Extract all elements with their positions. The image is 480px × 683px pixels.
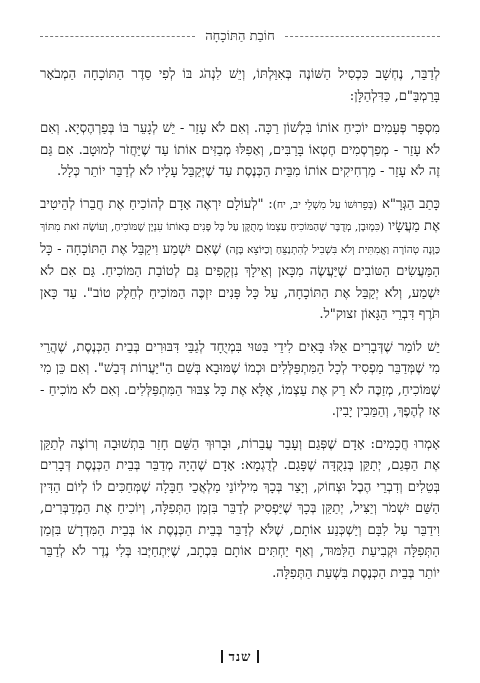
running-header — [40, 28, 440, 44]
quote-intro: כָּתַב הַגְּרָ"א — [377, 196, 440, 212]
paragraph-4: יֵשׁ לוֹמַר שֶׁדְּבָרִים אֵלּוּ בָּאִים לִידֵי בִּטּוּי בִּמְיֻחָד לְגַבֵּי דִּבּוּרִים בְּבֵית הַכְּנֶסֶת, שֶׁהֲרֵי מִי שֶׁמְּדַבֵּר מַפְסִיד לְכָל הַמִּתְפַּלְּלִים וּכְמוֹ שֶׁמּוּבָא בְּשֵׁם הַ"יַּעֲרוֹת דְּבַשׁ". וְאִם כֵּן מִי שֶׁמּוֹכִיחַ, מְזַכֶּה לֹא רַק אֶת עַצְמוֹ, אֶלָּא אֶת כָּל צִבּוּר הַמִּתְפַּלְּלִים. וְאִם לֹא מוֹכִיחַ - אָז לְהֶפֶךְ, וְהַמֵּבִין יָבִין. — [40, 339, 440, 419]
footer-bar-right — [257, 650, 259, 663]
paragraph-3 — [40, 194, 440, 326]
parenthetical-note: (כִּמְוּבָן, מְדֻבָּר שֶׁהַמּוֹכִיחַ עַצְמוֹ מְתֻקָּן עַל כָּל פָּנִים בְּאוֹתוֹ עִנְיָן שֶׁמּוֹכִיחַ, וְעוֹשֶׂה זֹאת מִתּוֹךְ כַּוָּנָה טְהוֹרָה וַאֲמִתִּית וְלֹא בִּשְׁבִיל לְהִתְנַצֵּחַ וְכַיּוֹצֵא בָּזֶה) — [40, 221, 440, 256]
source-reference: (בְּפֵרוּשׁוֹ עַל מִשְׁלֵי יב, יח) — [272, 198, 378, 211]
footer-bar-left — [221, 650, 223, 663]
quote-text: : "לְעוֹלָם יִרְאֶה אָדָם לְהוֹכִיחַ אֶת חֲבֵרוֹ לְהֵיטִיב אֶת מַעֲשָׂיו — [40, 196, 440, 234]
header-rule-right — [285, 36, 440, 37]
paragraph-5: אָמְרוּ חֲכָמִים: אָדָם שֶׁפְּגַם וְעָבַר עֲבֵרוֹת, וּבָרוּךְ הַשֵּׁם חָזַר בִּתְשׁוּבָה וְרוֹצֶה לְתַקֵּן אֶת הַפְּגַם, יְתַקֵּן בְּנִקֻדָּה שֶׁפָּגַם. לְדֻגְמָא: אָדָם שֶׁהָיָה מְדַבֵּר בְּבֵית הַכְּנֶסֶת דְּבָרִים בְּטֵלִים וְדִבְרֵי הֶבֶל וּצְחוֹק, וְיָצַר בְּכָךְ מִילְיוֹנֵי מַלְאֲכֵי חַבָּלָה שֶׁמְּחַכִּים לוֹ לְיוֹם הַדִּין הַשֵּׁם יִשְׁמֹר וְיַצִּיל, יְתַקֵּן בְּכָךְ שֶׁיַּפְסִיק לְדַבֵּר בִּזְמַן הַתְּפִלָּה, וְיוֹכִיחַ אֶת הַמְדַבְּרִים, וִידַבֵּר עַל לִבָּם וְיַשְׁכְּנַע אוֹתָם, שֶׁלֹּא לְדַבֵּר בְּבֵית הַכְּנֶסֶת אוֹ בְּבֵית הַמִּדְרָשׁ בִּזְמַן הַתְּפִלָּה וּקְבִיעַת הַלִּמּוּד, וְאַף יַחְתִּים אוֹתָם בִּכְתָב, שֶׁיִּתְחַיְּבוּ בְּלִי נֶדֶר לֹא לְדַבֵּר יוֹתֵר בְּבֵית הַכְּנֶסֶת בִּשְׁעַת הַתְּפִלָּה. — [40, 436, 440, 581]
paragraph-2: מִסְפָּר פְּעָמִים יוֹכִיחַ אוֹתוֹ בִּלְשׁוֹן רַכָּה. וְאִם לֹא עָזַר - יֵשׁ לְגָעֵר בּוֹ בְּפַרְהֶסְיָא. וְאִם לֹא עָזַר - מְפַרְסְמִים חֶטְאוֹ בָּרַבִּים, וְאַפִלּוּ מְבַזִּים אוֹתוֹ עַד שֶׁיַּחֲזֹר לְמוּטָב. אִם גַּם זֶה לֹא עָזַר - מַרְחִיקִים אוֹתוֹ מִבֵּית הַכְּנֶסֶת עַד שֶׁיְּקַבֵּל עָלָיו לֹא לְדַבֵּר יוֹתֵר כְּלָל. — [40, 121, 440, 179]
header-rule-left — [40, 36, 195, 37]
page-number: שנד — [228, 650, 252, 665]
quote-continuation: שֶׁאִם יִשְׁמַע וִיקַבֵּל אֶת הַתּוֹכָחָה - כָּל הַמַּעֲשִׂים הַטּוֹבִים שֶׁיַּעֲשֶׂה מִכָּאן וְאֵילָךְ נִזְקָפִים גַּם לְטוֹבַת הַמּוֹכִיחַ. גַּם אִם לֹא יִשְׁמַע, וְלֹא יְקַבֵּל אֶת הַתּוֹכָחָה, עַל כָּל פָּנִים יִזְכֶּה הַמּוֹכִיחַ לְחֵלֶק טוֹב". עַד כָּאן תֹּרֶף דִּבְרֵי הַגָּאוֹן זצוק"ל. — [40, 241, 440, 322]
page-body — [40, 64, 440, 595]
page-footer — [0, 649, 480, 665]
header-title: חוֹבַת הַתּוֹכָחָה — [205, 29, 275, 44]
paragraph-1: לְדַבֵּר, נֶחְשָׁב כִּכְסִיל הַשּׁוֹנֶה בְּאִוַּלְתּוֹ, וְיֵשׁ לִנְהֹג בּוֹ לְפִי סֵדֶר הַתּוֹכָחָה הַמְבֹאָר בָּרַמְבַּ"ם, כַּדִּלְהַלָּן: — [40, 67, 440, 104]
